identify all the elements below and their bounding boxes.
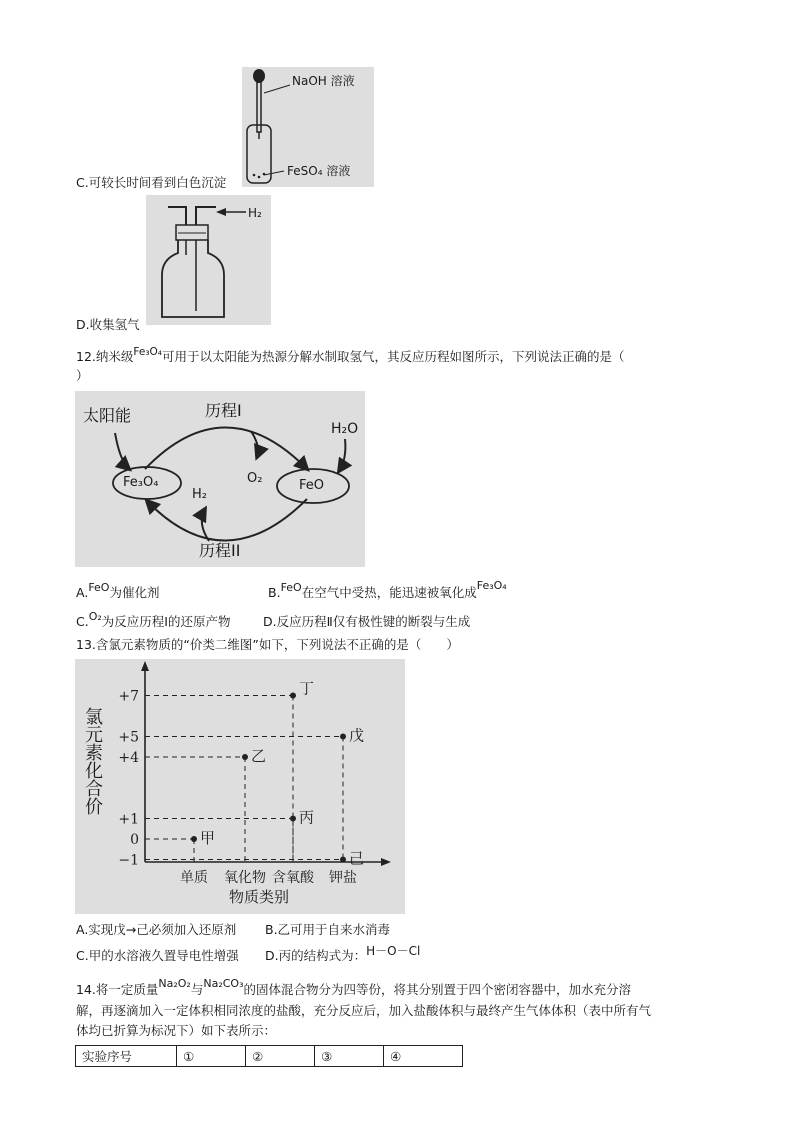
y-tick-label: +4 (118, 750, 139, 766)
q12-stem-close: ） (76, 368, 89, 383)
feso4-solution-label: FeSO₄ 溶液 (287, 164, 351, 178)
q14-experiment-table (75, 1045, 463, 1067)
q12-a-text: 为催化剂 (109, 585, 160, 600)
o2-label: O₂ (247, 471, 263, 486)
x-tick-label: 钾盐 (329, 870, 357, 886)
y-tick-label: +1 (118, 811, 139, 828)
option-c-previous: C.可较长时间看到白色沉淀 (76, 175, 227, 190)
feo-node: FeO (299, 478, 324, 493)
q12-option-b (268, 579, 507, 602)
q13-option-a: A.实现戊→己必须加入还原剂 (76, 922, 237, 937)
q12-b-text: 在空气中受热，能迅速被氧化成 (301, 585, 477, 600)
q14-line1 (76, 977, 632, 999)
q12-c-text: 为反应历程Ⅰ的还原产物 (101, 614, 231, 629)
q14-formula-2: Na₂CO₃ (203, 977, 244, 990)
data-point (340, 734, 346, 740)
data-point (340, 857, 346, 863)
q14-mid: 与 (190, 982, 204, 997)
q12-b-prefix: B. (268, 585, 281, 600)
table-header-cell: ① (177, 1046, 246, 1067)
q12-b-formula2: Fe₃O₄ (476, 579, 507, 592)
q14-line1-a: 14.将一定质量 (76, 982, 159, 997)
table-header-cell: ③ (315, 1046, 384, 1067)
q12-c-prefix: C. (76, 614, 89, 629)
q13-option-d (265, 944, 421, 964)
q13-d-formula: H－O－Cl (366, 944, 421, 958)
x-tick-label: 单质 (180, 870, 208, 886)
option-d-previous: D.收集氢气 (76, 317, 140, 332)
y-tick-label: +5 (118, 729, 139, 746)
q12-a-formula: FeO (88, 581, 110, 594)
table-header-cell: 实验序号 (76, 1046, 177, 1067)
naoh-solution-label: NaOH 溶液 (292, 74, 355, 88)
point-label: 己 (349, 849, 365, 868)
data-point (290, 693, 296, 699)
q14-formula-1: Na₂O₂ (158, 977, 191, 990)
q12-stem-prefix: 12.纳米级 (76, 349, 134, 364)
q12-reaction-diagram (75, 391, 365, 567)
q13-option-b: B.乙可用于自来水消毒 (265, 922, 391, 937)
q14-line2: 解，再逐滴加入一定体积相同浓度的盐酸，充分反应后，加入盐酸体积与最终产生气体体积（表中所有气 (76, 1003, 652, 1018)
h2o-label: H₂O (331, 421, 359, 437)
table-row (76, 1046, 463, 1067)
figure-c-photo (242, 67, 374, 187)
x-tick-label: 含氧酸 (272, 870, 314, 886)
q13-option-c: C.甲的水溶液久置导电性增强 (76, 948, 239, 963)
q12-b-formula: FeO (280, 581, 302, 594)
data-point (242, 754, 248, 760)
fe3o4-node: Fe₃O₄ (123, 475, 159, 490)
q12-option-a (76, 581, 160, 602)
option-a-letter: A. (76, 585, 89, 600)
chart-x-axis-label: 物质类别 (229, 888, 290, 906)
y-tick-label: 0 (130, 832, 139, 848)
valence-class-chart (75, 659, 405, 914)
figure-d-photo (146, 195, 271, 325)
point-label: 甲 (200, 829, 216, 847)
h2-label: H₂ (192, 487, 207, 502)
hydrogen-label: H₂ (248, 206, 262, 220)
y-tick-label: +7 (118, 688, 139, 705)
x-axis-arrow (381, 858, 391, 866)
q13-chart-photo (75, 659, 405, 914)
q12-stem-suffix: 可用于以太阳能为热源分解水制取氢气，其反应历程如图所示，下列说法正确的是（ (162, 349, 625, 364)
q13-stem: 13.含氯元素物质的“价类二维图”如下，下列说法不正确的是（ ） (76, 637, 459, 652)
chart-y-axis-label: 氯元素化合价 (82, 707, 103, 815)
x-tick-label: 氧化物 (224, 870, 266, 886)
q12-option-c (76, 610, 231, 631)
process-1-label: 历程I (205, 401, 242, 420)
point-label: 丁 (299, 679, 315, 698)
table-header-cell: ② (246, 1046, 315, 1067)
q13-d-prefix: D.丙的结构式为： (265, 948, 367, 963)
data-point (191, 836, 197, 842)
q12-stem-formula: Fe₃O₄ (133, 346, 162, 358)
q12-stem-line1 (76, 346, 625, 366)
y-tick-label: −1 (118, 852, 139, 869)
q14-line1-b: 的固体混合物分为四等份，将其分别置于四个密闭容器中，加水充分溶 (243, 982, 632, 997)
q12-c-formula: O₂ (88, 610, 102, 623)
process-2-label: 历程II (199, 541, 241, 560)
point-label: 乙 (251, 747, 267, 765)
q12-option-d: D.反应历程Ⅱ仅有极性键的断裂与生成 (263, 614, 471, 629)
solar-energy-label: 太阳能 (83, 406, 132, 425)
table-header-cell: ④ (384, 1046, 463, 1067)
point-label: 戊 (349, 726, 365, 745)
point-label: 丙 (299, 808, 315, 827)
q14-line3: 体均已折算为标况下）如下表所示： (76, 1023, 277, 1038)
y-axis-arrow (141, 661, 149, 671)
